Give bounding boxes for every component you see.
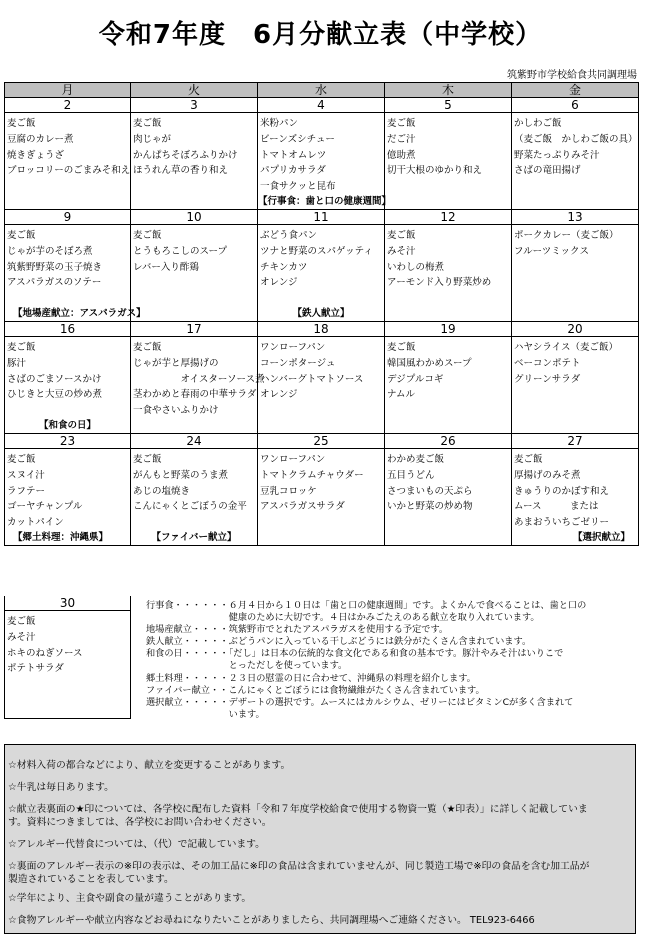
menu-item: ほうれん草の香り和え bbox=[133, 165, 229, 177]
menu-item: 麦ご飯 bbox=[7, 342, 36, 353]
day-cell bbox=[258, 434, 385, 546]
menu-item: あまおういちごゼリー bbox=[514, 517, 610, 529]
legend-line: 行事食・・・・・・６月４日から１０日は「歯と口の健康週間」です。よくかんで食べることは、歯と口の bbox=[146, 600, 587, 611]
last-row bbox=[4, 596, 638, 720]
menu-item: フルーツミックス bbox=[514, 245, 589, 257]
menu-item: いかと野菜の炒め物 bbox=[387, 501, 473, 513]
menu-item: 切干大根のゆかり和え bbox=[387, 165, 483, 177]
menu-item: きゅうりのかぼす和え bbox=[514, 485, 610, 497]
menu-item: ビーンズシチュー bbox=[260, 133, 335, 145]
menu-item: 麦ご飯 bbox=[7, 118, 36, 129]
day-number: 19 bbox=[385, 322, 511, 337]
day-cell bbox=[512, 210, 639, 322]
menu-items bbox=[258, 449, 384, 515]
menu-items bbox=[131, 449, 257, 515]
day-number: 23 bbox=[5, 434, 130, 449]
menu-legend bbox=[134, 596, 646, 721]
menu-item: ムース または bbox=[514, 501, 599, 513]
legend-line: 鉄人献立・・・・・ぶどうパンに入っている干しぶどうには鉄分がたくさん含まれています。 bbox=[146, 636, 532, 648]
day-number: 5 bbox=[385, 98, 511, 113]
menu-item: 麦ご飯 bbox=[133, 342, 162, 353]
day-number: 30 bbox=[5, 596, 130, 611]
menu-items bbox=[512, 449, 638, 531]
menu-item: ポークカレー（麦ご飯） bbox=[514, 230, 619, 241]
weekday-tue: 火 bbox=[131, 83, 258, 98]
day-cell bbox=[5, 322, 131, 434]
day-cell bbox=[385, 434, 512, 546]
menu-items bbox=[5, 337, 130, 403]
day-cell bbox=[512, 98, 639, 210]
menu-items bbox=[385, 337, 511, 403]
menu-item: 豚汁 bbox=[7, 357, 27, 369]
menu-item: がんもと野菜のうま煮 bbox=[133, 469, 229, 481]
menu-items bbox=[131, 113, 257, 179]
special-menu-note: 【ファイバー献立】 bbox=[151, 532, 237, 543]
menu-item: レバー入り酢鶏 bbox=[133, 261, 199, 273]
day-number: 17 bbox=[131, 322, 257, 337]
menu-item: アスパラガスのソテー bbox=[7, 277, 102, 289]
day-number: 12 bbox=[385, 210, 511, 225]
notice-line: ☆牛乳は毎日あります。 bbox=[8, 782, 114, 793]
menu-item: 麦ご飯 bbox=[133, 118, 162, 129]
menu-item: ツナと野菜のスパゲッティ bbox=[260, 245, 373, 257]
menu-item: 茎わかめと春雨の中華サラダ bbox=[133, 389, 257, 401]
notice-box bbox=[4, 744, 636, 934]
special-menu-note: 【行事食：歯と口の健康週間】 bbox=[258, 196, 392, 207]
special-menu-note: 【鉄人献立】 bbox=[292, 308, 350, 319]
day-cell bbox=[385, 322, 512, 434]
day-number: 16 bbox=[5, 322, 130, 337]
special-menu-note: 【地場産献立：アスパラガス】 bbox=[13, 308, 146, 319]
menu-item: 麦ご飯 bbox=[7, 230, 36, 241]
menu-items bbox=[5, 449, 130, 531]
menu-item: カットパイン bbox=[7, 517, 64, 529]
menu-item: スヌイ汁 bbox=[7, 469, 45, 481]
menu-item: 米粉パン bbox=[260, 118, 299, 129]
day-cell bbox=[131, 434, 258, 546]
menu-items bbox=[258, 113, 384, 195]
menu-item: 一食サクッと昆布 bbox=[260, 181, 336, 193]
day-number: 3 bbox=[131, 98, 257, 113]
day-number: 27 bbox=[512, 434, 638, 449]
menu-item: かしわご飯 bbox=[514, 118, 562, 129]
notice-line: ☆学年により、主食や副食の量が違うことがあります。 bbox=[8, 893, 252, 904]
menu-items bbox=[5, 611, 130, 677]
legend-line: 選択献立・・・・・デザートの選択です。ムースにはカルシウム、ゼリーにはビタミンCが多く含まれて bbox=[146, 696, 574, 708]
menu-item: わかめ麦ご飯 bbox=[387, 454, 445, 465]
day-number: 11 bbox=[258, 210, 384, 225]
menu-item: 焼きぎょうざ bbox=[7, 149, 65, 161]
day-cell bbox=[258, 98, 392, 210]
menu-item: オレンジ bbox=[260, 277, 298, 289]
menu-item: じゃが芋のそぼろ煮 bbox=[7, 245, 93, 257]
day-cell bbox=[5, 98, 131, 210]
day-number: 6 bbox=[512, 98, 638, 113]
day-cell bbox=[512, 434, 639, 546]
day-cell bbox=[258, 210, 385, 322]
menu-item: 肉じゃが bbox=[133, 133, 172, 145]
menu-item: ひじきと大豆の炒め煮 bbox=[7, 389, 103, 401]
notice-line: ☆裏面のアレルギー表示の※印の表示は、その加工品に※印の食品は含まれていませんが、同じ製造工場で※印の食品を含む加工品が 製造されていることを表しています。 bbox=[8, 861, 590, 885]
notice-line: ☆アレルギー代替食については、（代）で記載しています。 bbox=[8, 839, 265, 850]
day-cell bbox=[5, 210, 146, 322]
weekday-mon: 月 bbox=[5, 83, 131, 98]
menu-item: ナムル bbox=[387, 389, 416, 401]
menu-item: パプリカサラダ bbox=[260, 165, 326, 177]
day-number: 18 bbox=[258, 322, 384, 337]
menu-item: ホキのねぎソース bbox=[7, 647, 83, 659]
menu-item: いわしの梅煮 bbox=[387, 261, 445, 273]
menu-item: ワンローフパン bbox=[260, 454, 326, 465]
menu-item: みそ汁 bbox=[7, 631, 36, 643]
menu-item: ハヤシライス（麦ご飯） bbox=[514, 342, 619, 353]
menu-item: 麦ご飯 bbox=[133, 230, 162, 241]
week-row bbox=[5, 98, 639, 210]
legend-line: 和食の日・・・・・「だし」は日本の伝統的な食文化である和食の基本です。豚汁やみそ汁はいりこで bbox=[146, 648, 564, 660]
menu-item: かんぱちそぼろふりかけ bbox=[133, 149, 238, 161]
notice-line: ☆材料入荷の都合などにより、献立を変更することがあります。 bbox=[8, 760, 291, 771]
special-menu-note: 【選択献立】 bbox=[572, 532, 630, 543]
menu-item: ハンバーグトマトソース bbox=[260, 373, 364, 385]
week-row bbox=[5, 210, 639, 322]
day-cell bbox=[5, 434, 131, 546]
legend-line: 健康のために大切です。４日はかみごたえのある献立を取り入れています。 bbox=[146, 612, 540, 624]
day-cell bbox=[385, 98, 512, 210]
weekday-header-row bbox=[5, 83, 639, 98]
weekday-wed: 水 bbox=[258, 83, 385, 98]
menu-item: 厚揚げのみそ煮 bbox=[514, 469, 581, 481]
menu-item: （麦ご飯 かしわご飯の具） bbox=[514, 133, 638, 145]
legend-line: 地場産献立・・・・筑紫野市でとれたアスパラガスを使用する予定です。 bbox=[146, 624, 449, 636]
day-cell bbox=[258, 322, 385, 434]
menu-item: アーモンド入り野菜炒め bbox=[387, 277, 492, 289]
day-number: 2 bbox=[5, 98, 130, 113]
menu-item: 麦ご飯 bbox=[133, 454, 162, 465]
menu-calendar bbox=[4, 82, 639, 546]
menu-item: アスパラガスサラダ bbox=[260, 501, 345, 513]
menu-item: とうもろこしのスープ bbox=[133, 245, 228, 257]
menu-items bbox=[131, 225, 257, 275]
menu-item: 麦ご飯 bbox=[7, 454, 36, 465]
menu-item: トマトクラムチャウダー bbox=[260, 469, 364, 481]
day-number: 24 bbox=[131, 434, 257, 449]
day-number: 10 bbox=[131, 210, 257, 225]
week-row bbox=[5, 322, 639, 434]
menu-item: ベーコンポテト bbox=[514, 357, 581, 369]
menu-items bbox=[385, 113, 511, 179]
week-row bbox=[5, 434, 639, 546]
legend-line: ファイバー献立・・こんにゃくとごぼうには食物繊維がたくさん含まれています。 bbox=[146, 684, 485, 696]
day-cell bbox=[131, 98, 258, 210]
menu-item: ぶどう食パン bbox=[260, 230, 318, 241]
menu-items bbox=[131, 337, 265, 419]
menu-item: オレンジ bbox=[260, 389, 298, 401]
day-cell bbox=[131, 322, 265, 434]
menu-item: グリーンサラダ bbox=[514, 373, 581, 385]
menu-item: 麦ご飯 bbox=[7, 616, 36, 627]
menu-item: 野菜たっぷりみそ汁 bbox=[514, 149, 600, 161]
menu-item: 豆腐のカレー煮 bbox=[7, 133, 74, 145]
menu-item: 韓国風わかめスープ bbox=[387, 357, 472, 369]
special-menu-note: 【郷土料理：沖縄県】 bbox=[13, 532, 109, 543]
notice-line: ☆献立表裏面の★印については、各学校に配布した資料「令和７年度学校給食で使用する物資一覧（★印表）」に詳しく記載していま す。資料につきましては、各学校にお問い合わせください。 bbox=[8, 804, 588, 828]
special-menu-note: 【和食の日】 bbox=[38, 420, 96, 431]
menu-item: ポテトサラダ bbox=[7, 663, 64, 675]
menu-items bbox=[258, 337, 384, 403]
menu-item: オイスターソース煮 bbox=[133, 373, 265, 385]
legend-line: とっただしを使っています。 bbox=[146, 660, 348, 672]
day-cell bbox=[385, 210, 512, 322]
menu-items bbox=[385, 449, 511, 515]
menu-items bbox=[385, 225, 511, 291]
menu-item: チキンカツ bbox=[260, 261, 308, 273]
menu-item: ラフテー bbox=[7, 485, 46, 497]
day-cell bbox=[512, 322, 639, 434]
legend-line: 郷土料理・・・・・２３日の慰霊の日に合わせて、沖縄県の料理を紹介します。 bbox=[146, 672, 476, 684]
menu-item: みそ汁 bbox=[387, 245, 416, 257]
menu-item: さばのごまソースかけ bbox=[7, 373, 102, 385]
menu-items bbox=[5, 113, 130, 179]
menu-item: デジプルコギ bbox=[387, 373, 444, 385]
menu-item: さつまいもの天ぷら bbox=[387, 485, 473, 497]
menu-item: 一食やさいふりかけ bbox=[133, 405, 219, 417]
menu-items bbox=[512, 225, 638, 260]
legend-line: います。 bbox=[146, 708, 265, 720]
menu-item: さばの竜田揚げ bbox=[514, 165, 581, 177]
day-number: 13 bbox=[512, 210, 638, 225]
menu-item: だご汁 bbox=[387, 133, 416, 145]
menu-items bbox=[512, 113, 638, 179]
day-cell bbox=[131, 210, 258, 322]
menu-item: 五目うどん bbox=[387, 469, 435, 481]
menu-items bbox=[5, 225, 130, 291]
day-number: 20 bbox=[512, 322, 638, 337]
day-number: 9 bbox=[5, 210, 130, 225]
menu-items bbox=[512, 337, 638, 387]
page-title: 令和7年度 6月分献立表（中学校） bbox=[98, 20, 543, 50]
menu-item: ゴーヤチャンプル bbox=[7, 501, 83, 513]
menu-item: こんにゃくとごぼうの金平 bbox=[133, 501, 247, 513]
notice-line: ☆食物アレルギーや献立内容などお尋ねになりたいことがありましたら、共同調理場へご連絡ください。 TEL923-6466 bbox=[8, 915, 535, 926]
menu-item: 億助煮 bbox=[387, 149, 416, 161]
menu-item: 麦ご飯 bbox=[514, 454, 543, 465]
menu-item: じゃが芋と厚揚げの bbox=[133, 357, 219, 369]
day-number: 25 bbox=[258, 434, 384, 449]
menu-item: 麦ご飯 bbox=[387, 342, 416, 353]
day-cell-30 bbox=[4, 596, 131, 719]
menu-item: コーンポタージュ bbox=[260, 357, 336, 369]
day-number: 26 bbox=[385, 434, 511, 449]
organization-name: 筑紫野市学校給食共同調理場 bbox=[507, 70, 637, 81]
menu-item: 筑紫野野菜の玉子焼き bbox=[7, 261, 103, 273]
menu-item: あじの塩焼き bbox=[133, 485, 191, 497]
menu-item: 豆乳コロッケ bbox=[260, 485, 317, 497]
menu-item: 麦ご飯 bbox=[387, 230, 416, 241]
menu-items bbox=[258, 225, 384, 291]
menu-item: 麦ご飯 bbox=[387, 118, 416, 129]
day-number: 4 bbox=[258, 98, 384, 113]
weekday-thu: 木 bbox=[385, 83, 512, 98]
weekday-fri: 金 bbox=[512, 83, 639, 98]
menu-item: ブロッコリーのごまみそ和え bbox=[7, 165, 131, 177]
menu-item: ワンローフパン bbox=[260, 342, 326, 353]
menu-item: トマトオムレツ bbox=[260, 149, 327, 161]
